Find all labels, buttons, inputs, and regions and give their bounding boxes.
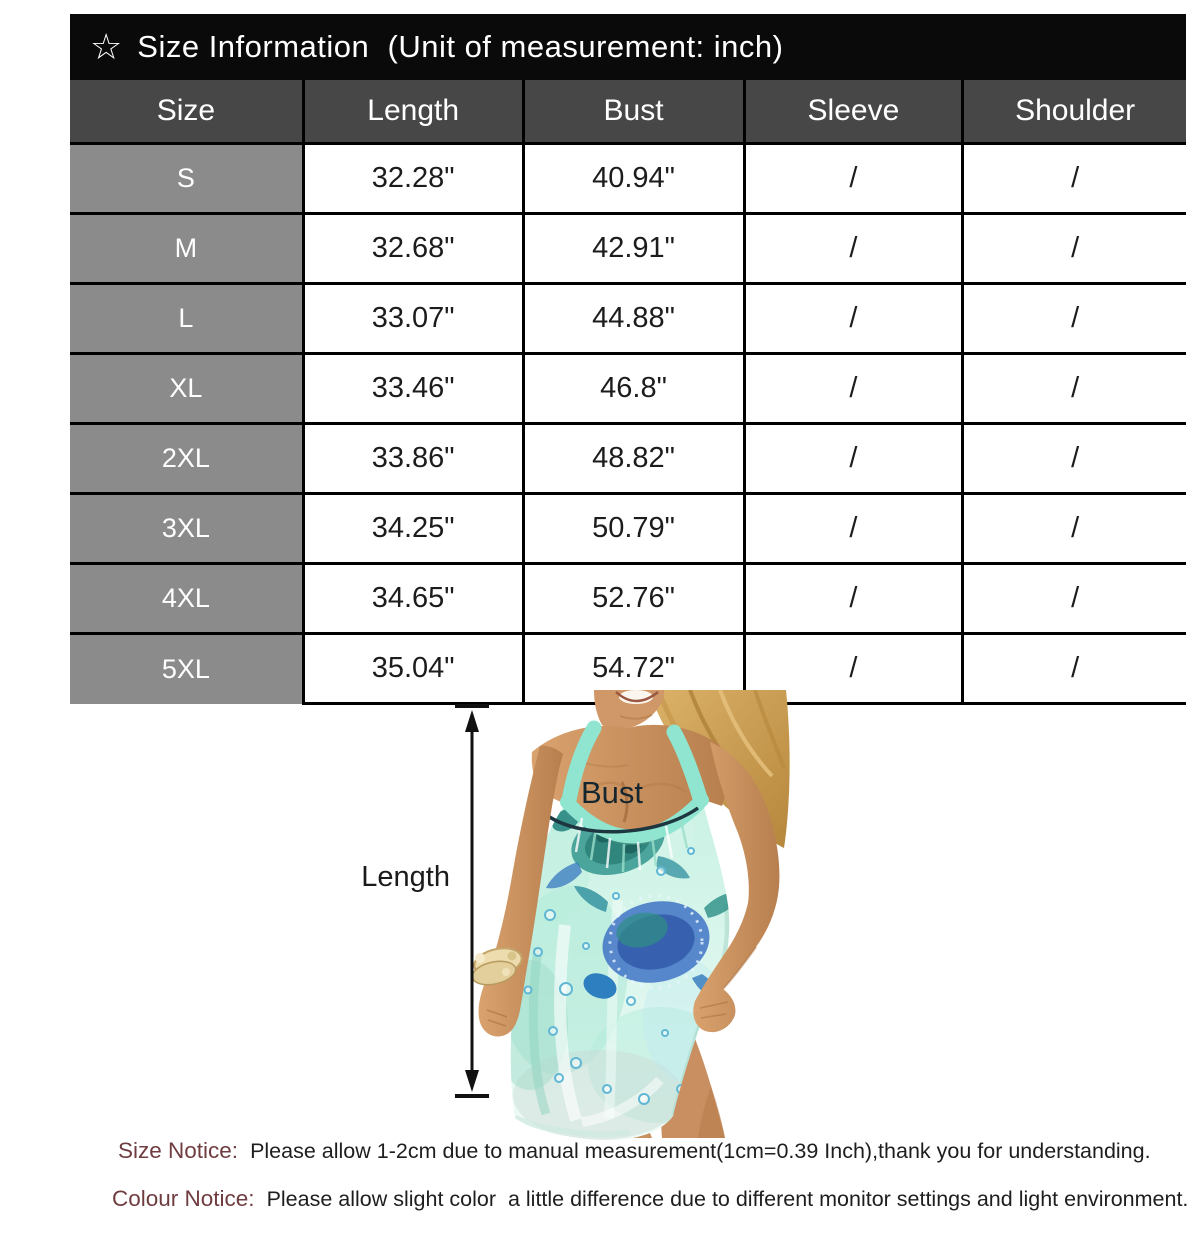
- col-header-shoulder: Shoulder: [963, 80, 1186, 144]
- col-header-sleeve: Sleeve: [744, 80, 963, 144]
- size-notice: [118, 1138, 1151, 1164]
- length-arrow: [455, 704, 489, 1098]
- cell-length: 33.07": [303, 284, 523, 354]
- cell-sleeve: /: [744, 494, 963, 564]
- product-model-image: [360, 690, 870, 1150]
- table-row: [70, 564, 1186, 634]
- cell-shoulder: /: [963, 424, 1186, 494]
- cell-length: 32.68": [303, 214, 523, 284]
- cell-bust: 44.88": [523, 284, 744, 354]
- title-bar: [70, 14, 1186, 80]
- length-label: Length: [361, 861, 450, 893]
- col-header-bust: Bust: [523, 80, 744, 144]
- size-table: [70, 80, 1186, 705]
- cell-shoulder: /: [963, 354, 1186, 424]
- table-row: [70, 284, 1186, 354]
- cell-bust: 46.8": [523, 354, 744, 424]
- cell-size: M: [70, 214, 303, 284]
- cell-bust: 42.91": [523, 214, 744, 284]
- cell-shoulder: /: [963, 144, 1186, 214]
- cell-sleeve: /: [744, 564, 963, 634]
- cell-sleeve: /: [744, 284, 963, 354]
- cell-sleeve: /: [744, 424, 963, 494]
- colour-notice: [112, 1186, 1188, 1212]
- cell-bust: 52.76": [523, 564, 744, 634]
- table-row: [70, 214, 1186, 284]
- face: [594, 690, 664, 729]
- page-title: Size Information (Unit of measurement: inch): [137, 29, 784, 64]
- size-table-section: [70, 14, 1186, 705]
- cell-size: XL: [70, 354, 303, 424]
- cell-size: S: [70, 144, 303, 214]
- cell-sleeve: /: [744, 144, 963, 214]
- cell-size: 5XL: [70, 634, 303, 704]
- cell-bust: 50.79": [523, 494, 744, 564]
- table-row: [70, 354, 1186, 424]
- size-notice-text: Please allow 1-2cm due to manual measurement(1cm=0.39 Inch),thank you for understanding.: [250, 1139, 1151, 1163]
- cell-shoulder: /: [963, 214, 1186, 284]
- cell-size: 4XL: [70, 564, 303, 634]
- table-row: [70, 424, 1186, 494]
- cell-sleeve: /: [744, 214, 963, 284]
- cell-bust: 40.94": [523, 144, 744, 214]
- cell-size: 3XL: [70, 494, 303, 564]
- table-row: [70, 144, 1186, 214]
- cell-shoulder: /: [963, 284, 1186, 354]
- cell-bust: 48.82": [523, 424, 744, 494]
- cell-shoulder: /: [963, 494, 1186, 564]
- cell-length: 34.65": [303, 564, 523, 634]
- cell-length: 32.28": [303, 144, 523, 214]
- table-row: [70, 494, 1186, 564]
- cell-shoulder: /: [963, 564, 1186, 634]
- cell-length: 35.04": [303, 634, 523, 704]
- cell-size: L: [70, 284, 303, 354]
- cell-sleeve: /: [744, 354, 963, 424]
- cell-shoulder: /: [963, 634, 1186, 704]
- size-notice-label: Size Notice:: [118, 1138, 239, 1163]
- colour-notice-label: Colour Notice:: [112, 1186, 255, 1211]
- bust-label: Bust: [580, 775, 644, 810]
- cell-length: 33.86": [303, 424, 523, 494]
- measurement-diagram: [360, 690, 870, 1150]
- colour-notice-text: Please allow slight color a little difference due to different monitor settings and light environment.: [266, 1187, 1189, 1211]
- col-header-length: Length: [303, 80, 523, 144]
- cell-sleeve: /: [744, 634, 963, 704]
- star-icon: ☆: [90, 26, 123, 67]
- table-header-row: [70, 80, 1186, 144]
- col-header-size: Size: [70, 80, 303, 144]
- cell-length: 34.25": [303, 494, 523, 564]
- cell-bust: 54.72": [523, 634, 744, 704]
- cell-length: 33.46": [303, 354, 523, 424]
- cell-size: 2XL: [70, 424, 303, 494]
